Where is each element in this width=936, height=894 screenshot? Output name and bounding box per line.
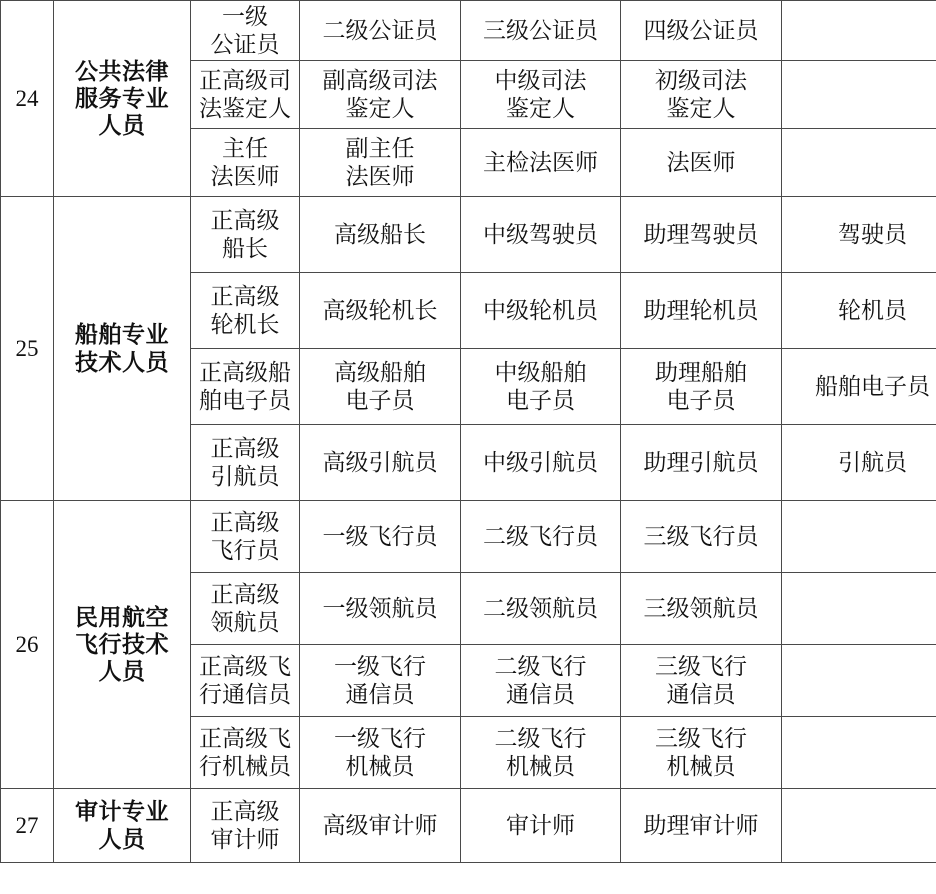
level-cell-line: 正高级: [210, 799, 280, 825]
level-cell-line: 法鉴定人: [199, 95, 291, 121]
row-number: 27: [1, 789, 54, 863]
level-cell-line: 高级船舶: [334, 360, 426, 386]
level-cell-line: 四级公证员: [643, 17, 759, 43]
level-cell-line: 公证员: [210, 31, 280, 57]
level-cell-line: 审计师: [506, 812, 575, 838]
level-cell-line: 鉴定人: [666, 95, 736, 121]
category-line: 飞行技术: [75, 631, 169, 657]
level-cell-line: 中级船舶: [494, 360, 587, 386]
level-cell-line: 机械员: [345, 753, 415, 779]
category-line: 服务专业: [75, 85, 169, 111]
level-cell-line: 正高级飞: [199, 726, 291, 752]
level-cell: [191, 645, 300, 717]
level-cell: [461, 789, 621, 863]
level-cell-line: 引航员: [210, 463, 280, 489]
level-cell: [621, 789, 782, 863]
level-cell-line: 高级轮机长: [322, 297, 438, 323]
level-cell: [191, 349, 300, 425]
level-cell: [191, 197, 300, 273]
level-cell: [782, 501, 936, 573]
row-number: 24: [1, 1, 54, 197]
level-cell: [300, 501, 461, 573]
level-cell-line: 高级船长: [334, 221, 426, 247]
level-cell-line: 三级公证员: [483, 17, 598, 43]
level-cell-line: 助理审计师: [643, 812, 759, 838]
level-cell: [621, 349, 782, 425]
level-cell: [461, 501, 621, 573]
category-line: 公共法律: [75, 58, 169, 84]
level-cell-line: 中级引航员: [483, 449, 598, 475]
level-cell-line: 电子员: [666, 387, 736, 413]
level-cell-line: 一级: [222, 4, 268, 30]
level-cell: [461, 349, 621, 425]
level-cell-line: 审计师: [210, 826, 280, 852]
level-cell-line: 主任: [222, 136, 268, 162]
level-cell-line: 轮机长: [210, 311, 280, 337]
level-cell-line: 正高级: [210, 582, 280, 608]
level-cell-line: 二级领航员: [483, 595, 598, 621]
category-name: [54, 1, 191, 197]
level-cell-line: 中级驾驶员: [483, 221, 598, 247]
level-cell: [782, 1, 936, 61]
level-cell: [782, 573, 936, 645]
level-cell: [191, 1, 300, 61]
level-cell-line: 初级司法: [655, 68, 747, 94]
level-cell: [782, 425, 936, 501]
level-cell: [191, 425, 300, 501]
level-cell-line: 二级公证员: [322, 17, 438, 43]
level-cell-line: 正高级: [210, 208, 280, 234]
level-cell: [782, 349, 936, 425]
level-cell: [300, 645, 461, 717]
level-cell: [621, 273, 782, 349]
level-cell: [461, 197, 621, 273]
level-cell-line: 助理驾驶员: [643, 221, 759, 247]
level-cell-line: 一级领航员: [322, 595, 438, 621]
level-cell-line: 高级审计师: [322, 812, 438, 838]
level-cell-line: 行机械员: [199, 753, 291, 779]
level-cell: [782, 273, 936, 349]
level-cell: [782, 129, 936, 197]
level-cell: [621, 645, 782, 717]
level-cell-line: 一级飞行: [334, 654, 426, 680]
level-cell-line: 行通信员: [199, 681, 291, 707]
category-line: 技术人员: [75, 349, 169, 375]
level-cell: [300, 349, 461, 425]
level-cell: [461, 273, 621, 349]
table-row: [1, 197, 936, 273]
level-cell: [621, 129, 782, 197]
level-cell: [621, 61, 782, 129]
category-name: [54, 501, 191, 789]
level-cell-line: 鉴定人: [506, 95, 575, 121]
table-row: [1, 789, 936, 863]
level-cell-line: 正高级: [210, 284, 280, 310]
level-cell: [191, 717, 300, 789]
level-cell-line: 鉴定人: [345, 95, 415, 121]
level-cell: [782, 197, 936, 273]
level-cell: [621, 501, 782, 573]
level-cell-line: 电子员: [345, 387, 415, 413]
level-cell: [300, 425, 461, 501]
row-number: 25: [1, 197, 54, 501]
level-cell-line: 船舶电子员: [815, 373, 930, 399]
category-name: [54, 789, 191, 863]
category-name: [54, 197, 191, 501]
level-cell-line: 正高级司: [199, 68, 291, 94]
level-cell: [300, 1, 461, 61]
level-cell: [191, 573, 300, 645]
level-cell-line: 领航员: [210, 609, 280, 635]
level-cell: [461, 717, 621, 789]
level-cell: [191, 789, 300, 863]
level-cell-line: 驾驶员: [838, 221, 907, 247]
level-cell: [621, 573, 782, 645]
table-row: [1, 1, 936, 61]
row-number: 26: [1, 501, 54, 789]
level-cell: [621, 717, 782, 789]
level-cell: [782, 789, 936, 863]
level-cell-line: 助理船舶: [655, 360, 747, 386]
level-cell-line: 正高级: [210, 510, 280, 536]
level-cell-line: 中级轮机员: [483, 297, 598, 323]
category-line: 船舶专业: [75, 322, 169, 348]
level-cell-line: 通信员: [345, 681, 415, 707]
level-cell-line: 一级飞行: [334, 726, 426, 752]
level-cell-line: 正高级飞: [199, 654, 291, 680]
level-cell: [782, 61, 936, 129]
level-cell-line: 助理轮机员: [643, 297, 759, 323]
level-cell: [461, 61, 621, 129]
level-cell: [621, 425, 782, 501]
level-cell-line: 中级司法: [494, 68, 587, 94]
level-cell-line: 副主任: [345, 136, 415, 162]
category-line: 人员: [98, 113, 146, 139]
level-cell: [191, 61, 300, 129]
level-cell-line: 二级飞行员: [483, 523, 598, 549]
level-cell-line: 三级飞行: [655, 726, 747, 752]
level-cell-line: 法医师: [666, 149, 736, 175]
level-cell: [300, 717, 461, 789]
level-cell-line: 飞行员: [210, 537, 280, 563]
level-cell: [782, 645, 936, 717]
level-cell-line: 机械员: [506, 753, 575, 779]
level-cell: [300, 789, 461, 863]
level-cell: [300, 61, 461, 129]
level-cell-line: 电子员: [506, 387, 575, 413]
level-cell: [300, 197, 461, 273]
level-cell-line: 通信员: [506, 681, 575, 707]
category-line: 人员: [98, 826, 146, 852]
level-cell: [300, 573, 461, 645]
level-cell-line: 助理引航员: [643, 449, 759, 475]
level-cell-line: 三级领航员: [643, 595, 759, 621]
level-cell-line: 轮机员: [838, 297, 907, 323]
level-cell-line: 法医师: [210, 163, 280, 189]
level-cell: [461, 645, 621, 717]
level-cell-line: 副高级司法: [322, 68, 438, 94]
level-cell: [191, 501, 300, 573]
level-cell-line: 正高级: [210, 436, 280, 462]
level-cell: [461, 1, 621, 61]
level-cell-line: 主检法医师: [483, 149, 598, 175]
table-body: [1, 1, 936, 863]
level-cell: [300, 129, 461, 197]
category-line: 民用航空: [75, 604, 169, 630]
level-cell: [621, 1, 782, 61]
category-line: 人员: [98, 659, 146, 685]
level-cell-line: 舶电子员: [199, 387, 291, 413]
level-cell-line: 引航员: [838, 449, 907, 475]
level-cell-line: 二级飞行: [494, 654, 587, 680]
level-cell-line: 船长: [222, 235, 268, 261]
level-cell-line: 法医师: [345, 163, 415, 189]
level-cell: [621, 197, 782, 273]
level-cell-line: 三级飞行: [655, 654, 747, 680]
category-line: 审计专业: [75, 799, 169, 825]
level-cell-line: 高级引航员: [322, 449, 438, 475]
level-cell-line: 三级飞行员: [643, 523, 759, 549]
level-cell-line: 机械员: [666, 753, 736, 779]
level-cell: [782, 717, 936, 789]
level-cell: [461, 573, 621, 645]
level-cell: [461, 425, 621, 501]
level-cell: [191, 129, 300, 197]
level-cell-line: 二级飞行: [494, 726, 587, 752]
level-cell: [191, 273, 300, 349]
level-cell-line: 正高级船: [199, 360, 291, 386]
level-cell: [300, 273, 461, 349]
level-cell: [461, 129, 621, 197]
level-cell-line: 一级飞行员: [322, 523, 438, 549]
level-cell-line: 通信员: [666, 681, 736, 707]
table-row: [1, 501, 936, 573]
